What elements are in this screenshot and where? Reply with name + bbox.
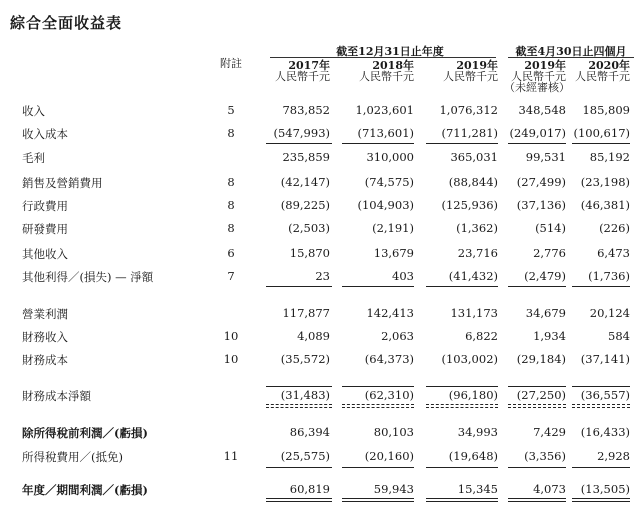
subtotal-rule <box>266 286 332 287</box>
total-double-rule <box>572 404 630 408</box>
row-value: 99,531 <box>525 150 566 164</box>
row-value: 85,192 <box>589 150 630 164</box>
row-value: 2,928 <box>597 449 630 463</box>
row-value: (514) <box>535 221 566 235</box>
row-label: 銷售及營銷費用 <box>22 176 103 190</box>
subtotal-rule <box>572 143 630 144</box>
row-label: 財務收入 <box>22 330 68 344</box>
row-value: (35,572) <box>280 352 330 366</box>
subtotal-rule <box>342 467 414 468</box>
col-unit-2017: 人民幣千元 <box>275 70 330 83</box>
row-value: 60,819 <box>289 482 330 496</box>
subtotal-rule <box>572 386 630 387</box>
subtotal-rule <box>342 143 414 144</box>
row-value: (88,844) <box>448 175 498 189</box>
row-note: 11 <box>223 449 239 463</box>
row-note: 5 <box>227 103 235 117</box>
row-value: (37,136) <box>516 198 566 212</box>
col-unit-2020: 人民幣千元 <box>575 70 630 83</box>
row-value: (13,505) <box>580 482 630 496</box>
row-value: 86,394 <box>289 425 330 439</box>
row-value: 59,943 <box>373 482 414 496</box>
table-row <box>0 198 642 214</box>
table-row <box>0 449 642 465</box>
subtotal-rule <box>426 386 498 387</box>
row-value: (62,310) <box>364 388 414 402</box>
row-note: 6 <box>227 246 235 260</box>
note-column-header: 附註 <box>220 57 242 70</box>
row-value: 15,870 <box>289 246 330 260</box>
row-value: 2,063 <box>381 329 414 343</box>
row-value: 6,822 <box>465 329 498 343</box>
col-unit-2019-interim: 人民幣千元 <box>511 70 566 83</box>
row-value: 15,345 <box>457 482 498 496</box>
row-label: 毛利 <box>22 151 45 165</box>
row-note: 7 <box>227 269 235 283</box>
row-value: (16,433) <box>580 425 630 439</box>
row-value: (27,250) <box>516 388 566 402</box>
row-note: 10 <box>223 352 239 366</box>
table-row <box>0 329 642 345</box>
total-double-rule <box>266 498 332 502</box>
row-value: 584 <box>608 329 630 343</box>
row-value: (20,160) <box>364 449 414 463</box>
row-value: (2,479) <box>524 269 566 283</box>
row-note: 10 <box>223 329 239 343</box>
header-group-annual: 截至12月31日止年度 <box>336 45 444 58</box>
row-value: (36,557) <box>580 388 630 402</box>
subtotal-rule <box>266 143 332 144</box>
col-year-2018: 2018年 <box>372 59 414 72</box>
subtotal-rule <box>572 286 630 287</box>
row-value: 2,776 <box>533 246 566 260</box>
row-value: 13,679 <box>373 246 414 260</box>
table-row <box>0 352 642 368</box>
row-value: (41,432) <box>448 269 498 283</box>
subtotal-rule <box>508 386 566 387</box>
table-row <box>0 388 642 404</box>
row-value: 1,934 <box>533 329 566 343</box>
row-value: (74,575) <box>364 175 414 189</box>
table-row <box>0 306 642 322</box>
subtotal-rule <box>508 143 566 144</box>
row-label: 所得稅費用／(抵免) <box>22 450 123 464</box>
row-note: 8 <box>227 126 235 140</box>
row-value: (25,575) <box>280 449 330 463</box>
row-value: (249,017) <box>509 126 566 140</box>
row-value: 23,716 <box>457 246 498 260</box>
row-value: 348,548 <box>518 103 566 117</box>
header-group-interim-rule <box>508 57 634 58</box>
row-note: 8 <box>227 198 235 212</box>
total-double-rule <box>426 498 498 502</box>
row-value: (89,225) <box>280 198 330 212</box>
col-unit-2018: 人民幣千元 <box>359 70 414 83</box>
row-value: (46,381) <box>580 198 630 212</box>
row-value: (711,281) <box>441 126 498 140</box>
total-double-rule <box>266 404 332 408</box>
row-value: 1,023,601 <box>355 103 414 117</box>
row-value: (23,198) <box>580 175 630 189</box>
table-row <box>0 175 642 191</box>
row-value: (42,147) <box>280 175 330 189</box>
row-value: 403 <box>392 269 414 283</box>
row-value: (104,903) <box>357 198 414 212</box>
row-value: 185,809 <box>582 103 630 117</box>
row-value: (1,362) <box>456 221 498 235</box>
subtotal-rule <box>508 467 566 468</box>
total-double-rule <box>426 404 498 408</box>
row-value: (125,936) <box>441 198 498 212</box>
statement-title: 綜合全面收益表 <box>10 14 123 32</box>
row-value: 23 <box>315 269 330 283</box>
row-label: 收入成本 <box>22 127 68 141</box>
subtotal-rule <box>426 143 498 144</box>
row-value: (29,184) <box>516 352 566 366</box>
col-year-2019: 2019年 <box>456 59 498 72</box>
table-row <box>0 150 642 166</box>
row-label: 年度／期間利潤／(虧損) <box>22 483 148 497</box>
row-value: (19,648) <box>448 449 498 463</box>
table-row <box>0 126 642 142</box>
row-value: (27,499) <box>516 175 566 189</box>
row-value: 80,103 <box>373 425 414 439</box>
row-value: (96,180) <box>448 388 498 402</box>
row-label: 收入 <box>22 104 45 118</box>
row-label: 財務成本 <box>22 353 68 367</box>
row-value: 4,089 <box>297 329 330 343</box>
row-label: 營業利潤 <box>22 307 68 321</box>
row-value: (37,141) <box>580 352 630 366</box>
row-note: 8 <box>227 175 235 189</box>
subtotal-rule <box>572 467 630 468</box>
row-value: 1,076,312 <box>439 103 498 117</box>
row-value: 7,429 <box>533 425 566 439</box>
row-value: (31,483) <box>280 388 330 402</box>
row-value: 4,073 <box>533 482 566 496</box>
subtotal-rule <box>342 386 414 387</box>
header-group-interim: 截至4月30日止四個月 <box>515 45 627 58</box>
row-value: (64,373) <box>364 352 414 366</box>
row-value: (3,356) <box>524 449 566 463</box>
col-year-2019-interim: 2019年 <box>524 59 566 72</box>
row-value: (1,736) <box>588 269 630 283</box>
row-label: 行政費用 <box>22 199 68 213</box>
table-row <box>0 425 642 441</box>
row-value: (100,617) <box>573 126 630 140</box>
row-value: (713,601) <box>357 126 414 140</box>
row-label: 財務成本淨額 <box>22 389 91 403</box>
row-label: 其他利得／(損失) — 淨額 <box>22 270 154 284</box>
subtotal-rule <box>426 467 498 468</box>
row-value: (226) <box>599 221 630 235</box>
row-value: 365,031 <box>450 150 498 164</box>
row-label: 研發費用 <box>22 222 68 236</box>
total-double-rule <box>508 404 566 408</box>
row-value: 34,993 <box>457 425 498 439</box>
col-unaudited-2019: （未經審核） <box>504 81 570 94</box>
subtotal-rule <box>266 467 332 468</box>
row-label: 除所得稅前利潤／(虧損) <box>22 426 148 440</box>
row-value: 117,877 <box>282 306 330 320</box>
row-value: 34,679 <box>525 306 566 320</box>
row-value: (2,503) <box>288 221 330 235</box>
col-year-2017: 2017年 <box>288 59 330 72</box>
total-double-rule <box>342 498 414 502</box>
subtotal-rule <box>426 286 498 287</box>
table-row <box>0 269 642 285</box>
row-value: 6,473 <box>597 246 630 260</box>
row-value: 20,124 <box>589 306 630 320</box>
row-value: 142,413 <box>366 306 414 320</box>
col-unit-2019: 人民幣千元 <box>443 70 498 83</box>
total-double-rule <box>572 498 630 502</box>
row-label: 其他收入 <box>22 247 68 261</box>
row-value: 310,000 <box>366 150 414 164</box>
subtotal-rule <box>266 386 332 387</box>
row-value: (2,191) <box>372 221 414 235</box>
row-value: 783,852 <box>282 103 330 117</box>
row-note: 8 <box>227 221 235 235</box>
table-row <box>0 103 642 119</box>
row-value: 235,859 <box>282 150 330 164</box>
total-double-rule <box>508 498 566 502</box>
table-row <box>0 246 642 262</box>
subtotal-rule <box>508 286 566 287</box>
row-value: 131,173 <box>450 306 498 320</box>
total-double-rule <box>342 404 414 408</box>
subtotal-rule <box>342 286 414 287</box>
header-group-annual-rule <box>270 57 496 58</box>
row-value: (103,002) <box>441 352 498 366</box>
row-value: (547,993) <box>273 126 330 140</box>
col-year-2020: 2020年 <box>588 59 630 72</box>
table-row <box>0 221 642 237</box>
table-row <box>0 482 642 498</box>
